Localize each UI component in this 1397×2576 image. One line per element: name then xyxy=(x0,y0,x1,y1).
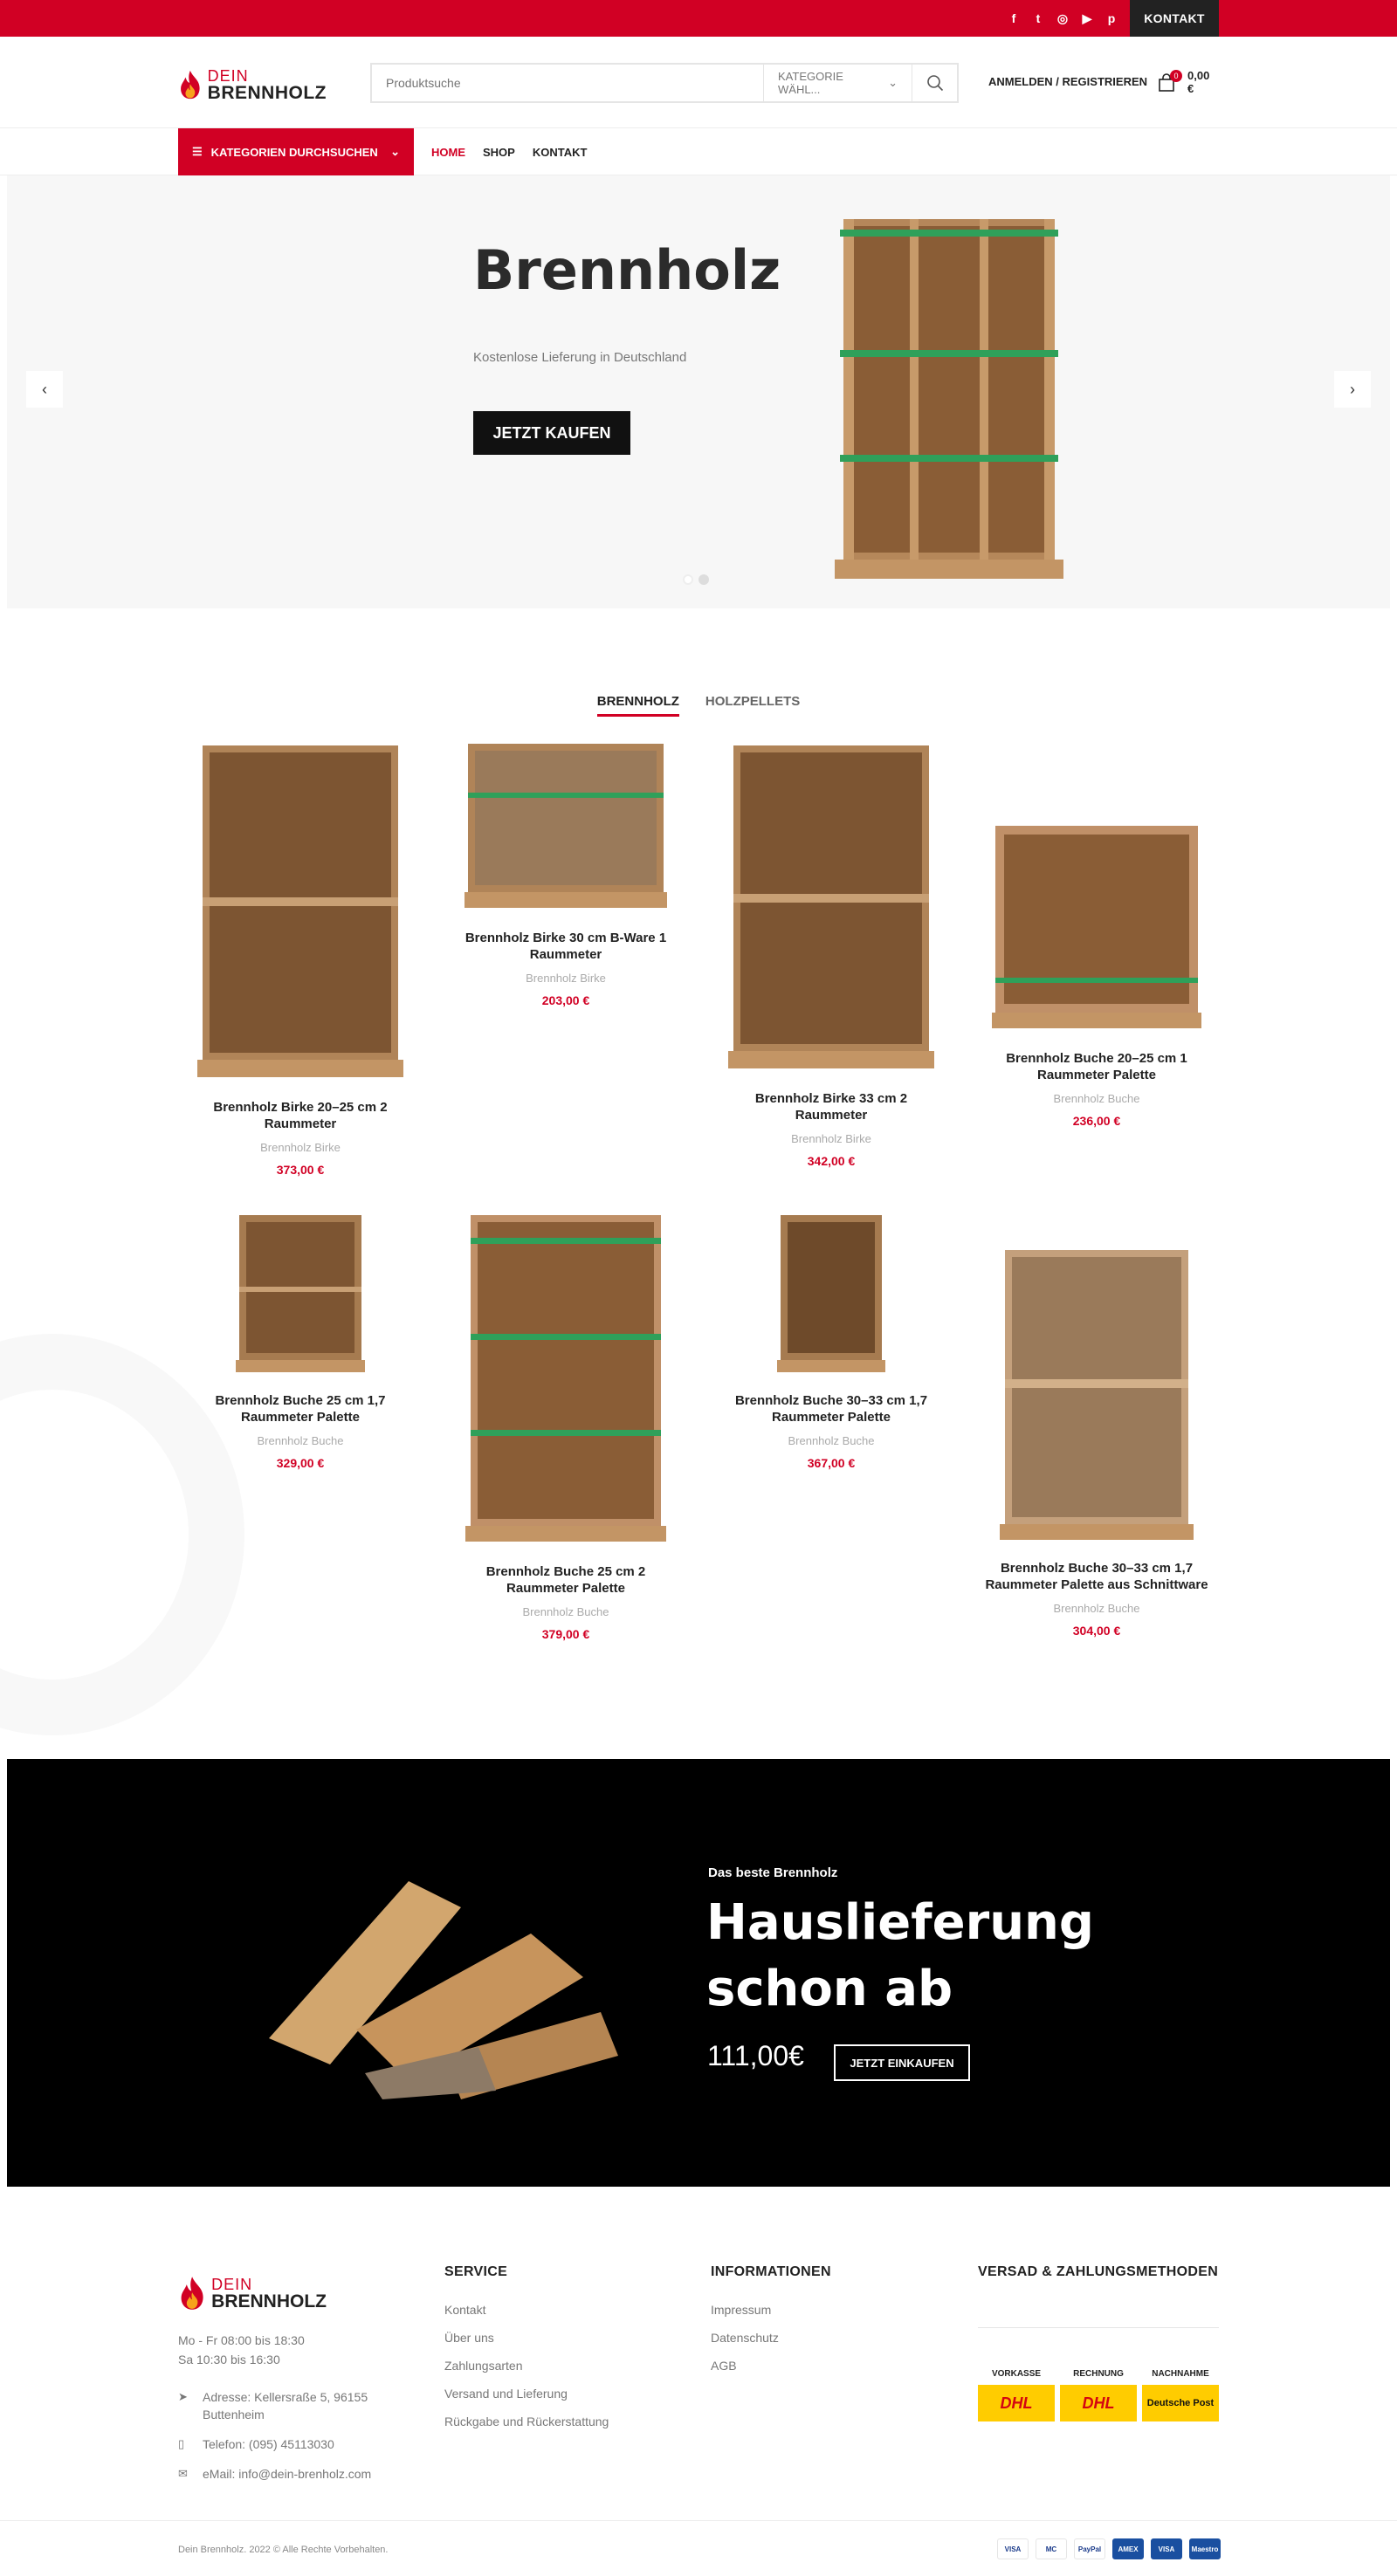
email-icon: ✉ xyxy=(178,2467,188,2480)
maestro-icon: Maestro xyxy=(1189,2538,1221,2559)
paypal-icon: PayPal xyxy=(1074,2538,1105,2559)
footer-link[interactable]: AGB xyxy=(711,2359,737,2373)
browse-categories-button[interactable] xyxy=(178,128,414,175)
flame-icon xyxy=(178,65,203,105)
footer-shipping-title: VERSAD & ZAHLUNGSMETHODEN xyxy=(978,2264,1219,2279)
shipping-method xyxy=(978,2353,1055,2421)
chevron-left-icon: ‹ xyxy=(42,380,47,398)
search-bar xyxy=(370,63,959,103)
nav-home[interactable]: HOME xyxy=(431,145,465,159)
email-text[interactable]: eMail: info@dein-brenholz.com xyxy=(203,2467,372,2481)
pinterest-icon[interactable]: p xyxy=(1107,11,1116,25)
product-name[interactable]: Brennholz Buche 30–33 cm 1,7 Raummeter Palette xyxy=(734,1393,928,1425)
product-tabs xyxy=(0,694,1397,717)
hours-weekdays: Mo - Fr 08:00 bis 18:30 xyxy=(178,2333,305,2347)
footer-logo-line2: BRENNHOLZ xyxy=(211,2291,327,2312)
divider xyxy=(978,2327,1219,2328)
product-category[interactable]: Brennholz Birke xyxy=(260,1141,341,1154)
cart-count-badge: 0 xyxy=(1170,70,1182,82)
footer-link[interactable]: Rückgabe und Rückerstattung xyxy=(444,2415,609,2428)
promo-kicker: Das beste Brennholz xyxy=(708,1865,838,1880)
product-category[interactable]: Brennholz Buche xyxy=(788,1434,875,1447)
cart-amount: 0,00 € xyxy=(1187,69,1210,95)
footer-link[interactable]: Zahlungsarten xyxy=(444,2359,523,2373)
firewood-image xyxy=(234,1829,636,2108)
site-logo[interactable] xyxy=(178,63,327,106)
promo-shop-button[interactable]: JETZT EINKAUFEN xyxy=(834,2044,970,2081)
shipping-tag: VORKASSE xyxy=(991,2369,1042,2379)
footer-link[interactable]: Über uns xyxy=(444,2331,494,2345)
dhl-logo: DHL xyxy=(1060,2385,1137,2421)
product-name[interactable]: Brennholz Birke 20–25 cm 2 Raummeter xyxy=(213,1100,388,1131)
promo-headline: Hauslieferung schon ab xyxy=(706,1894,1095,2017)
nav-shop[interactable]: SHOP xyxy=(483,145,515,159)
hero-slider xyxy=(7,175,1390,608)
chevron-down-icon: ⌄ xyxy=(888,76,898,89)
menu-icon: ☰ xyxy=(192,145,203,158)
instagram-icon[interactable]: ◎ xyxy=(1056,11,1069,25)
product-category[interactable]: Brennholz Buche xyxy=(257,1434,344,1447)
product-name[interactable]: Brennholz Buche 25 cm 2 Raummeter Palette xyxy=(485,1564,646,1596)
category-select[interactable] xyxy=(763,65,912,101)
flame-icon xyxy=(178,2274,206,2312)
shipping-method xyxy=(1060,2353,1137,2421)
visa-electron-icon: VISA xyxy=(1151,2538,1182,2559)
product-image xyxy=(465,1212,666,1545)
shipping-method xyxy=(1142,2353,1219,2421)
search-icon xyxy=(926,74,944,92)
amex-icon: AMEX xyxy=(1112,2538,1144,2559)
footer-service xyxy=(444,2264,609,2442)
contact-info xyxy=(178,2388,377,2495)
product-name[interactable]: Brennholz Birke 30 cm B-Ware 1 Raummeter xyxy=(465,931,667,962)
product-category[interactable]: Brennholz Buche xyxy=(1053,1092,1140,1105)
product-category[interactable]: Brennholz Birke xyxy=(526,972,606,985)
top-bar xyxy=(0,0,1397,37)
product-price: 236,00 € xyxy=(1072,1114,1121,1128)
product-image xyxy=(992,817,1201,1032)
dhl-logo: DHL xyxy=(978,2385,1055,2421)
product-name[interactable]: Brennholz Buche 25 cm 1,7 Raummeter Palette xyxy=(215,1393,386,1425)
product-price: 329,00 € xyxy=(276,1456,325,1470)
hero-subtitle: Kostenlose Lieferung in Deutschland xyxy=(473,350,687,365)
tab-holzpellets[interactable]: HOLZPELLETS xyxy=(705,694,801,709)
footer-link[interactable]: Datenschutz xyxy=(711,2331,779,2345)
product-image xyxy=(465,740,667,911)
shipping-tag: NACHNAHME xyxy=(1152,2369,1209,2379)
product-image xyxy=(197,740,403,1081)
product-price: 367,00 € xyxy=(807,1456,856,1470)
address-text: Adresse: Kellersraße 5, 96155 Buttenheim xyxy=(203,2390,368,2421)
browse-categories-label: KATEGORIEN DURCHSUCHEN xyxy=(210,145,378,159)
hero-title: Brennholz xyxy=(473,238,781,302)
slider-dot[interactable] xyxy=(683,574,693,585)
product-category[interactable]: Brennholz Birke xyxy=(791,1132,871,1145)
cart-button[interactable] xyxy=(1158,70,1219,94)
social-links xyxy=(1008,10,1118,26)
product-image xyxy=(236,1212,365,1374)
product-price: 304,00 € xyxy=(1072,1624,1121,1638)
slider-next-button[interactable] xyxy=(1334,371,1371,408)
divider xyxy=(0,2520,1397,2521)
footer-information xyxy=(711,2264,831,2387)
mastercard-icon: MC xyxy=(1036,2538,1067,2559)
footer-link[interactable]: Versand und Lieferung xyxy=(444,2387,568,2401)
product-card[interactable] xyxy=(447,1212,685,1641)
product-card[interactable] xyxy=(447,740,685,1007)
hero-cta-button[interactable]: JETZT KAUFEN xyxy=(473,411,630,455)
product-name[interactable]: Brennholz Birke 33 cm 2 Raummeter xyxy=(754,1091,908,1123)
product-name[interactable]: Brennholz Buche 20–25 cm 1 Raummeter Palette xyxy=(1006,1051,1187,1082)
product-image xyxy=(777,1212,885,1374)
nav-kontakt[interactable]: KONTAKT xyxy=(532,145,588,159)
chevron-right-icon: › xyxy=(1350,380,1355,398)
visa-icon: VISA xyxy=(997,2538,1029,2559)
slider-dots xyxy=(683,574,709,585)
product-category[interactable]: Brennholz Buche xyxy=(522,1605,609,1618)
twitter-icon[interactable]: t xyxy=(1036,11,1041,25)
footer-link[interactable]: Impressum xyxy=(711,2303,772,2317)
location-icon: ➤ xyxy=(178,2390,188,2403)
product-card[interactable] xyxy=(182,1212,419,1470)
product-name[interactable]: Brennholz Buche 30–33 cm 1,7 Raummeter Palette aus Schnittware xyxy=(985,1561,1208,1592)
shipping-tag: RECHNUNG xyxy=(1073,2369,1124,2379)
deutsche-post-logo: Deutsche Post xyxy=(1142,2385,1219,2421)
tab-brennholz[interactable]: BRENNHOLZ xyxy=(597,694,679,717)
footer-shipping xyxy=(978,2264,1218,2280)
slider-prev-button[interactable] xyxy=(26,371,63,408)
product-card[interactable] xyxy=(712,740,950,1168)
payment-icons xyxy=(997,2538,1221,2559)
login-register-link[interactable]: ANMELDEN / REGISTRIEREN xyxy=(988,75,1148,88)
site-header xyxy=(0,37,1397,128)
slider-dot[interactable] xyxy=(698,574,709,585)
footer-service-title: SERVICE xyxy=(444,2264,508,2279)
product-category[interactable]: Brennholz Buche xyxy=(1053,1602,1140,1615)
product-image xyxy=(728,740,934,1072)
product-price: 203,00 € xyxy=(541,993,590,1007)
logo-line2: BRENNHOLZ xyxy=(207,83,327,103)
product-card[interactable] xyxy=(978,817,1215,1128)
footer-info-title: INFORMATIONEN xyxy=(711,2264,831,2279)
phone-icon: ▯ xyxy=(178,2437,185,2450)
logo-line1: DEIN xyxy=(207,67,249,85)
product-price: 373,00 € xyxy=(276,1163,325,1177)
product-card[interactable] xyxy=(712,1212,950,1470)
footer-link[interactable]: Kontakt xyxy=(444,2303,486,2317)
footer-logo-line1: DEIN xyxy=(211,2276,253,2293)
product-price: 342,00 € xyxy=(807,1154,856,1168)
top-kontakt-button[interactable]: KONTAKT xyxy=(1130,0,1219,37)
product-card[interactable] xyxy=(978,1247,1215,1638)
product-card[interactable] xyxy=(182,740,419,1177)
search-button[interactable] xyxy=(912,65,957,101)
search-input[interactable] xyxy=(372,65,763,101)
promo-banner xyxy=(7,1759,1390,2187)
phone-text[interactable]: Telefon: (095) 45113030 xyxy=(203,2437,334,2451)
category-select-label: KATEGORIE WÄHL... xyxy=(778,70,843,96)
product-image xyxy=(1000,1247,1194,1542)
product-price: 379,00 € xyxy=(541,1627,590,1641)
footer-logo[interactable] xyxy=(178,2271,327,2315)
hero-firewood-crate-image xyxy=(835,219,1063,586)
main-nav xyxy=(0,128,1397,175)
promo-price: 111,00€ xyxy=(707,2040,804,2071)
copyright: Dein Brennholz. 2022 © Alle Rechte Vorbehalten. xyxy=(178,2545,389,2555)
chevron-down-icon: ⌄ xyxy=(390,145,400,158)
youtube-icon[interactable]: ▶ xyxy=(1082,11,1092,25)
hours-saturday: Sa 10:30 bis 16:30 xyxy=(178,2353,280,2366)
facebook-icon[interactable]: f xyxy=(1011,11,1016,25)
opening-hours xyxy=(178,2331,305,2369)
